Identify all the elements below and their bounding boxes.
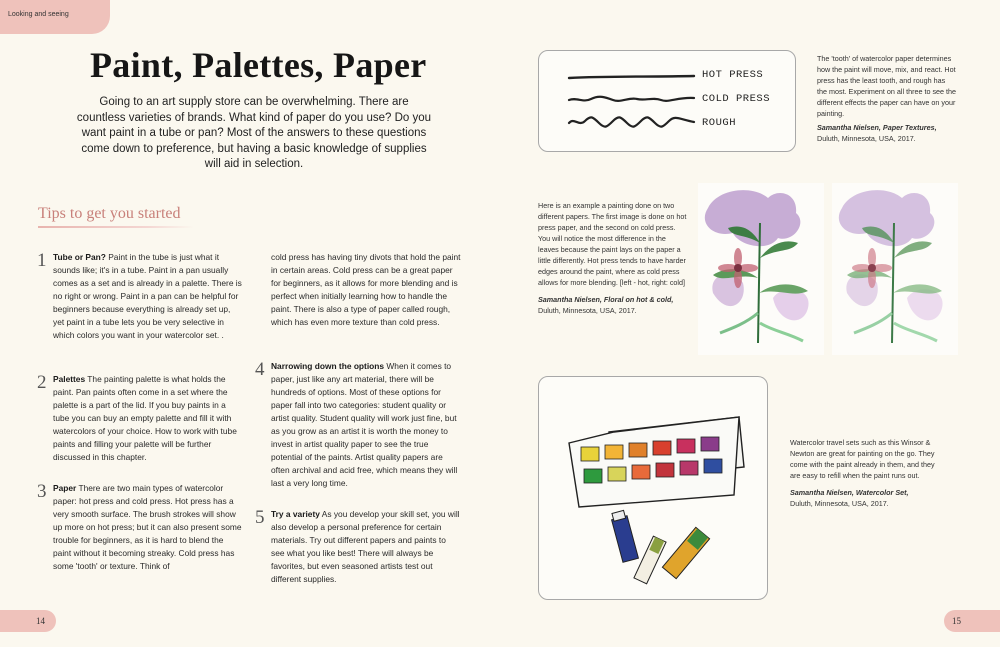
tip-text: There are two main types of watercolor paper: hot press and cold press. Hot press has a very smooth surface. The brush strokes will show up more on hot press; but it can also present some trouble for beginners, as it is hard to blend the paint without it becoming streaky. Cold press has some 'tooth' or texture. Think of [53, 483, 242, 571]
paper-texture-caption [817, 53, 957, 144]
credit-name: Samantha Nielsen, Watercolor Set, [790, 488, 909, 497]
paint-pan [656, 463, 674, 477]
label-cold-press: COLD PRESS [702, 93, 771, 105]
tip-text: The painting palette is what holds the paint. Pan paints often come in a set where the palette is a part of the lid. If you buy paints in a tube you can buy an empty palette and fill it with watercolors of your choice. How to work with tube paints and filling your palette will be further discussed in this chapter. [53, 374, 237, 462]
tip-4 [255, 359, 461, 490]
tip-title: Try a variety [271, 509, 320, 519]
tip-number: 3 [37, 481, 47, 502]
page-tab-right [944, 610, 1000, 632]
paint-pan [704, 459, 722, 473]
credit-place: Duluth, Minnesota, USA, 2017. [538, 306, 637, 315]
credit-place: Duluth, Minnesota, USA, 2017. [817, 134, 916, 143]
tip-title: Palettes [53, 374, 86, 384]
tip-text: cold press has having tiny divots that hold the paint in certain areas. Cold press can be a great paper for beginners, as it allows for more blending and is perfect when initially learning how to handle the paint. There is also a type of paper called rough, which has even more texture than cold press. [271, 252, 461, 327]
tip-title: Tube or Pan? [53, 252, 106, 262]
caption-text: Watercolor travel sets such as this Winsor & Newton are great for painting on the go. They come with the paint already in them, and they are easy to refill when the paint runs out. [790, 438, 935, 480]
paint-pan [608, 467, 626, 481]
section-label: Looking and seeing [8, 11, 69, 18]
page-tab-left [0, 610, 56, 632]
caption-text: The 'tooth' of watercolor paper determines how the paint will move, mix, and react. Hot press has the least tooth, and rough has the most. Experiment on all three to see the different effects the paper can have on your painting. [817, 54, 957, 118]
floral-hot-art [698, 183, 824, 355]
tip-1 [37, 250, 243, 342]
floral-cold-art [832, 183, 958, 355]
watercolor-set-illustration [538, 376, 768, 600]
paint-pan [677, 439, 695, 453]
credit-name: Samantha Nielsen, Floral on hot & cold, [538, 295, 674, 304]
tip-3-continued [271, 251, 461, 329]
paint-pan [653, 441, 671, 455]
credit-name: Samantha Nielsen, Paper Textures, [817, 123, 937, 132]
tips-underline [38, 226, 194, 228]
tip-2 [37, 372, 243, 464]
tip-number: 5 [255, 507, 265, 528]
tip-5 [255, 507, 461, 586]
tip-text: When it comes to paper, just like any art material, there will be hundreds of options. Most of these options for paper fall into two categories: student quality or artist quality. Student quality will work just fine, but as you grow as an artist it is worth the money to invest in artist quality paper to see the true potential of the paints. Artist quality papers are often archival and acid free, which means they will last a very long time. [271, 361, 458, 488]
tip-number: 4 [255, 359, 265, 380]
tip-title: Narrowing down the options [271, 361, 385, 371]
tip-3 [37, 481, 243, 573]
paper-texture-illustration [538, 50, 796, 152]
paint-pan [605, 445, 623, 459]
label-hot-press: HOT PRESS [702, 69, 764, 81]
travel-set-caption [790, 437, 940, 509]
tip-title: Paper [53, 483, 77, 493]
page-number-right: 15 [952, 616, 961, 626]
tip-text: As you develop your skill set, you will also develop a personal preference for certain materials. Try out different papers and paints to see what you like best! There will always be favorites, but even seasoned artists test out different supplies. [271, 509, 460, 584]
tip-number: 1 [37, 250, 47, 271]
floral-caption [538, 200, 688, 316]
credit-place: Duluth, Minnesota, USA, 2017. [790, 499, 889, 508]
section-tab [0, 0, 110, 34]
page-title: Paint, Palettes, Paper [90, 45, 427, 85]
paint-pan [701, 437, 719, 451]
watercolor-set-art [539, 377, 767, 599]
paint-pan [629, 443, 647, 457]
page-number-left: 14 [36, 616, 45, 626]
paint-pan [584, 469, 602, 483]
paint-pan [632, 465, 650, 479]
intro-paragraph: Going to an art supply store can be overwhelming. There are countless varieties of brands. What kind of paper do you use? Do you want paint in a tube or pan? Most of the answers to these questions come down to preference, but having a basic knowledge of supplies will aid in selection. [76, 96, 432, 170]
floral-painting-cold-press [832, 183, 958, 355]
floral-painting-hot-press [698, 183, 824, 355]
tips-heading: Tips to get you started [38, 205, 181, 222]
paint-pan [680, 461, 698, 475]
label-rough: ROUGH [702, 117, 737, 129]
tip-text: Paint in the tube is just what it sounds like; it's in a tube. Paint in a pan usually comes as a set and is already in a palette. There is no right or wrong. Paint in a pan can be helpful for beginners because everything is already set up, yet paint in a tube lets you be very selective in which colors you want in your watercolor set. . [53, 252, 242, 340]
paint-pan [581, 447, 599, 461]
tip-number: 2 [37, 372, 47, 393]
caption-text: Here is an example a painting done on two different papers. The first image is done on hot press paper, and the second on cold press. You will notice the most difference in the leaves because the paint lays on the paper a little differently. Hot press tends to have harder edges around the paint, where as cold press allows for more blending. [left - hot, right: cold] [538, 201, 687, 287]
